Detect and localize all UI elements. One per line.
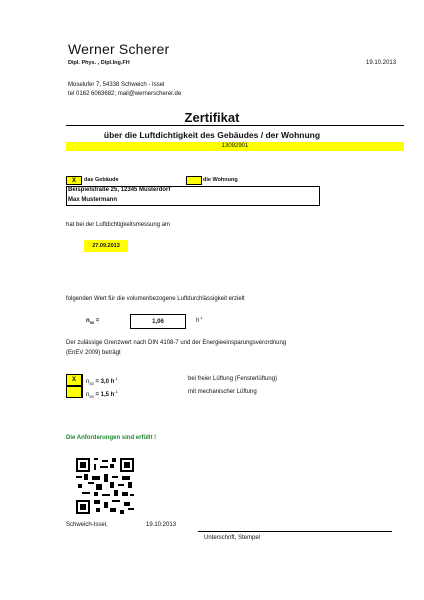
- checkbox-divider: [82, 374, 83, 398]
- author-address: Moselufer 7, 54338 Schweich - Issel: [68, 82, 165, 88]
- object-address: Beispielstraße 25, 12345 Musterdorf: [68, 187, 171, 193]
- signature-line: [198, 531, 392, 532]
- certificate-number: 13092901: [66, 142, 404, 151]
- n50-unit: $h^{-1}$: [196, 315, 203, 324]
- certificate-subtitle: über die Luftdichtigkeit des Gebäudes / der Wohnung: [103, 130, 321, 140]
- signature-label: Unterschrift, Stempel: [204, 535, 261, 541]
- limit-text-2: (EnEV 2009) beträgt: [66, 350, 121, 356]
- object-owner: Max Mustermann: [68, 197, 118, 203]
- value-intro: folgenden Wert für die volumenbezogene Luftdurchlässigkeit erzielt: [66, 296, 245, 302]
- author-name: Werner Scherer: [68, 41, 170, 57]
- author-contact: tel 0162 6063682; mail@wernerscherer.de: [68, 91, 182, 97]
- result-text: Die Anforderungen sind erfüllt !: [66, 435, 157, 441]
- footer-date: 19.10.2013: [146, 522, 177, 528]
- title-divider: [66, 125, 404, 126]
- apartment-label: die Wohnung: [203, 177, 238, 183]
- limit-text-1: Der zulässige Grenzwert nach DIN 4108-7 und der Energieeinsparungsverordnung: [66, 340, 287, 346]
- n50-value: 1,06: [130, 314, 186, 329]
- qr-code: [76, 458, 134, 514]
- limit-free-value: $n_{50} = 3,0$ $h^{-1}$: [86, 376, 118, 387]
- limit-mechanical-value: $n_{50} = 1,5$ $h^{-1}$: [86, 389, 118, 400]
- mechanical-ventilation-checkbox[interactable]: [66, 386, 82, 398]
- building-checkbox[interactable]: X: [66, 176, 82, 185]
- author-titles: Dipl. Phys. , Dipl.Ing.FH: [68, 60, 130, 66]
- building-label: das Gebäude: [84, 177, 119, 183]
- footer-place: Schweich-Issel,: [66, 522, 108, 528]
- apartment-checkbox[interactable]: [186, 176, 202, 185]
- object-address-box: [66, 186, 320, 206]
- limit-mechanical-description: mit mechanischer Lüftung: [188, 389, 257, 395]
- limit-free-description: bei freier Lüftung (Fensterlüftung): [188, 376, 278, 382]
- certificate-title: Zertifikat: [184, 110, 240, 125]
- n50-label: $n_{50}$ =: [86, 318, 100, 326]
- measurement-intro: hat bei der Luftdichtigkeitsmessung am: [66, 222, 171, 228]
- header-date: 19.10.2013: [366, 60, 397, 66]
- measurement-date: 27.09.2013: [84, 240, 128, 252]
- free-ventilation-checkbox[interactable]: X: [66, 374, 82, 386]
